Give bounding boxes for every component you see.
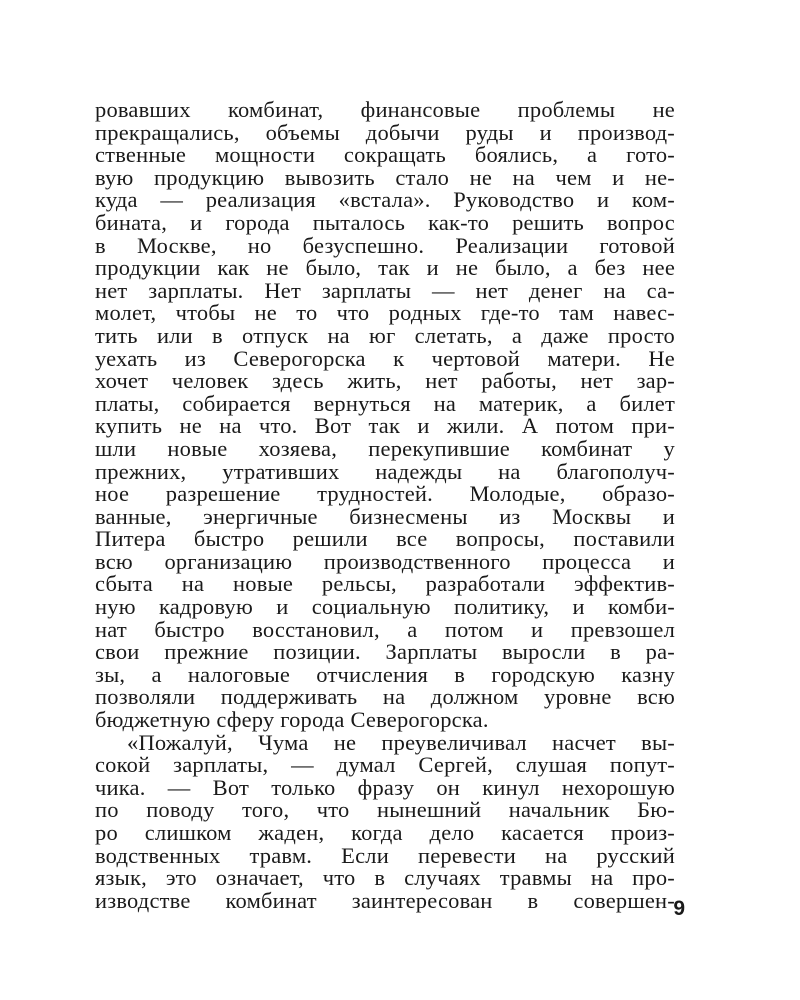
text-line: шли новые хозяева, перекупившие комбинат у: [95, 435, 675, 461]
text-line: всю организацию производственного процесса и: [95, 548, 675, 574]
paragraph-2: [95, 729, 675, 913]
text-line: ное разрешение трудностей. Молодые, образо-: [95, 481, 675, 507]
body-text: [95, 99, 675, 912]
text-line: тить или в отпуск на юг слетать, а даже просто: [95, 322, 675, 348]
text-line: позволяли поддерживать на должном уровне всю: [95, 684, 675, 710]
text-line: в Москве, но безуспешно. Реализации готовой: [95, 232, 675, 258]
text-line: бюджетную сферу города Северогорска.: [95, 707, 489, 733]
text-line: бината, и города пыталось как-то решить вопрос: [95, 209, 675, 235]
text-line: прежних, утративших надежды на благополуч-: [95, 458, 675, 484]
text-line: «Пожалуй, Чума не преувеличивал насчет вы-: [127, 729, 675, 755]
text-line: Питера быстро решили все вопросы, поставили: [95, 526, 675, 552]
text-line: свои прежние позиции. Зарплаты выросли в ра-: [95, 639, 675, 665]
text-line: ро слишком жаден, когда дело касается произ-: [95, 820, 675, 845]
text-line: платы, собирается вернуться на материк, а билет: [95, 390, 675, 416]
text-line: куда — реализация «встала». Руководство и ком-: [95, 187, 675, 213]
text-line: зы, а налоговые отчисления в городскую казну: [95, 661, 675, 687]
text-line: изводстве комбинат заинтересован в совершен-: [95, 887, 675, 913]
text-line: ную кадровую и социальную политику, и комби-: [95, 594, 675, 620]
text-line: хочет человек здесь жить, нет работы, нет зар-: [95, 368, 675, 394]
text-line: по поводу того, что нынешний начальник Бю-: [95, 797, 675, 823]
text-line: молет, чтобы не то что родных где-то там навес-: [95, 300, 675, 326]
text-line: нет зарплаты. Нет зарплаты — нет денег на са-: [95, 277, 675, 303]
text-line: сбыта на новые рельсы, разработали эффектив-: [95, 571, 675, 597]
text-line: ровавших комбинат, финансовые проблемы не: [95, 97, 675, 122]
text-line: ственные мощности сокращать боялись, а гото-: [95, 142, 675, 168]
text-line: язык, это означает, что в случаях травмы на про-: [95, 865, 675, 891]
text-line: ванные, энергичные бизнесмены из Москвы и: [95, 503, 675, 529]
text-line: нат быстро восстановил, а потом и превзошел: [95, 616, 675, 642]
text-line: вую продукцию вывозить стало не на чем и не-: [95, 164, 675, 190]
text-line: водственных травм. Если перевести на русский: [95, 842, 675, 868]
text-line: продукции как не было, так и не было, а без нее: [95, 255, 675, 281]
text-line: купить не на что. Вот так и жили. А потом при-: [95, 413, 675, 439]
paragraph-1: [95, 99, 675, 732]
text-line: прекращались, объемы добычи руды и производ-: [95, 119, 675, 145]
text-line: сокой зарплаты, — думал Сергей, слушая попут-: [95, 752, 675, 778]
text-line: уехать из Северогорска к чертовой матери. Не: [95, 345, 675, 371]
text-line: чика. — Вот только фразу он кинул нехорошую: [95, 774, 675, 800]
page-number: 9: [673, 897, 685, 920]
